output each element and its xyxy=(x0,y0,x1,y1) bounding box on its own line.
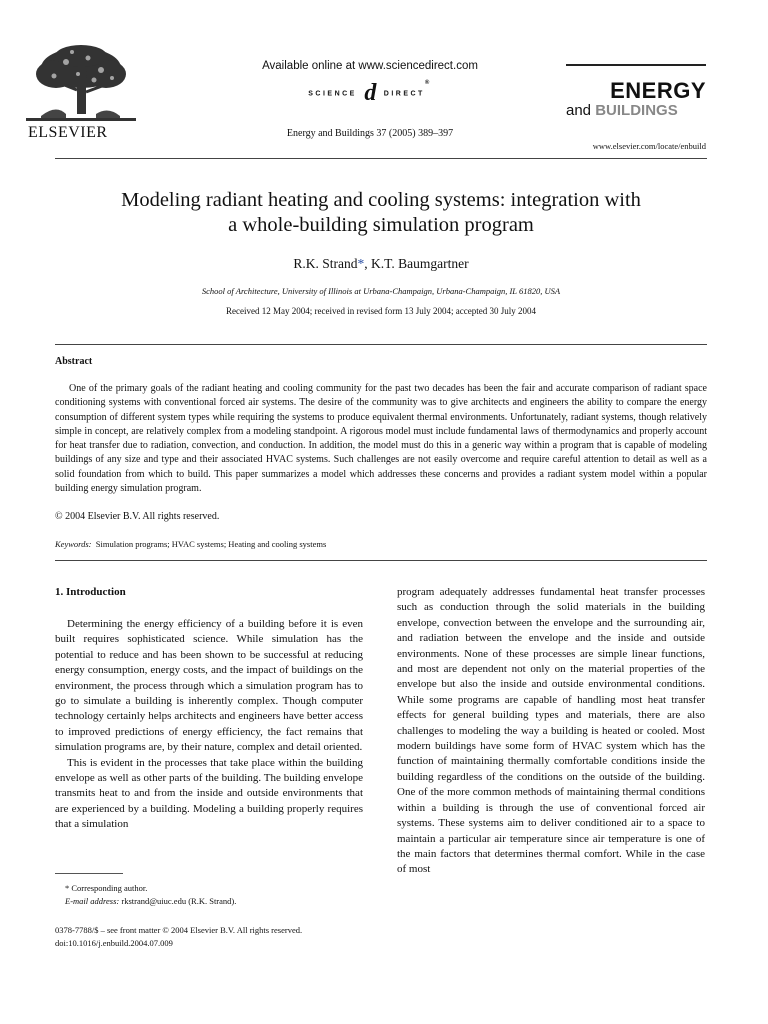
abstract-copyright: © 2004 Elsevier B.V. All rights reserved. xyxy=(55,511,220,522)
abstract-top-divider xyxy=(55,344,707,345)
journal-logo-energy: ENERGY xyxy=(610,78,706,103)
email-address-link[interactable]: rkstrand@uiuc.edu (R.K. Strand). xyxy=(121,896,237,906)
received-dates: Received 12 May 2004; received in revised form 13 July 2004; accepted 30 July 2004 xyxy=(226,306,536,316)
journal-logo-buildings xyxy=(566,102,706,120)
sd-logo-reg: ® xyxy=(424,80,432,86)
authors xyxy=(55,256,707,272)
issn-line: 0378-7788/$ – see front matter © 2004 Elsevier B.V. All rights reserved. xyxy=(55,925,303,935)
doi-link[interactable]: doi:10.1016/j.enbuild.2004.07.009 xyxy=(55,938,173,948)
footnote-divider xyxy=(55,873,123,874)
elsevier-tree-logo xyxy=(26,44,136,124)
sd-logo-mark: d xyxy=(364,80,377,106)
right-column xyxy=(397,585,705,878)
publisher-name: ELSEVIER xyxy=(28,124,108,141)
keywords xyxy=(55,539,326,549)
journal-logo-rule xyxy=(566,64,706,66)
keywords-list: Simulation programs; HVAC systems; Heating and cooling systems xyxy=(95,539,327,549)
author-1: R.K. Strand xyxy=(293,256,358,271)
right-paragraph-1: program adequately addresses fundamental heat transfer processes such as conduction through the solid materials in the building envelope, convection between the envelope and the surrounding air, and radiation between the envelope and the inside and outside environments. None of these processes are simple linear functions, and most are dependent not only on the material properties of the envelope but also the inside and outside environmental conditions. While some programs are capable of handling most heat transfer effects for general building types and materials, there are also challenges to modeling the way a building is heated or cooled. Most modern buildings have some form of HVAC system which has the function of maintaining thermally comfortable conditions inside the building regardless of the conditions on the outside of the building. One of the more common methods of maintaining thermal conditions within a building is through the use of conventional forced air systems. These systems aim to deliver conditioned air to a space to maintain a particular air temperature since air temperature is one of the main factors that determines thermal comfort. While in the case of most xyxy=(397,586,705,876)
sciencedirect-available[interactable]: Available online at www.sciencedirect.com xyxy=(262,60,478,72)
footnote-email xyxy=(55,895,375,908)
left-paragraph-2: This is evident in the processes that take place within the building envelope as well as other parts of the building. The building envelope transmits heat to and from the inside and outside environments that are experienced by a building. Modeling a building properly requires that a simulation xyxy=(55,756,363,831)
author-2: , K.T. Baumgartner xyxy=(364,256,469,271)
journal-logo-bld: BUILDINGS xyxy=(595,102,678,119)
tree-icon xyxy=(26,44,136,124)
journal-url[interactable]: www.elsevier.com/locate/enbuild xyxy=(592,141,706,151)
sciencedirect-logo xyxy=(200,80,540,107)
title-line-1: Modeling radiant heating and cooling systems: integration with xyxy=(121,189,641,211)
section-heading-introduction: 1. Introduction xyxy=(55,586,126,598)
email-label: E-mail address: xyxy=(65,896,120,906)
title-line-2: a whole-building simulation program xyxy=(228,214,534,236)
journal-reference: Energy and Buildings 37 (2005) 389–397 xyxy=(286,128,454,139)
abstract-heading: Abstract xyxy=(55,356,93,367)
article-title xyxy=(55,188,707,238)
sd-logo-right: DIRECT xyxy=(383,90,425,98)
footnote-corresponding: * Corresponding author. xyxy=(65,883,148,893)
journal-logo xyxy=(566,80,706,120)
sd-logo-left: SCIENCE xyxy=(308,90,357,98)
keywords-label: Keywords: xyxy=(55,539,92,549)
corresponding-star-link[interactable]: * xyxy=(357,256,365,271)
header-divider xyxy=(55,158,707,159)
left-paragraph-1: Determining the energy efficiency of a building before it is even built requires sophisticated science. While simulation has the potential to reduce and has been shown to be successful at reducing energy consumption, energy costs, and the impact of buildings on the environment, the process through which a simulation program has to go to simulate a building is inherently complex. Though computer technology certainly helps architects and engineers have better access to improved predictions of energy efficiency, the fact remains that simulation programs are, by their nature, complex and detail oriented. xyxy=(55,618,363,754)
left-column xyxy=(55,617,363,833)
abstract-bottom-divider xyxy=(55,560,707,561)
abstract-body: One of the primary goals of the radiant heating and cooling community for the past two decades has been the fair and accurate comparison of radiant space conditioning systems with conventional forced air systems. The desire of the community was to give architects and engineers the ability to compare the energy consumption of different system types while requiring the systems to produce equivalent thermal environments. Unfortunately, radiant systems, though relatively simple in concept, are relatively complex from a modeling standpoint. A rigorous model must include fundamental laws of thermodynamics and properly account for heat transfer due to radiation, convection, and conduction. In addition, the model must do this in a generic way within a program that is capable of modeling buildings of any size and type and their associated HVAC systems. Such challenges are not easily overcome and require careful attention to detail as well as a solid foundation from which to build. This paper summarizes a model which addresses these concerns and provides a radiant system model within a popular building energy simulation program. xyxy=(55,383,707,495)
journal-logo-and: and xyxy=(566,102,592,119)
affiliation: School of Architecture, University of Illinois at Urbana-Champaign, Urbana-Champaign, IL 61820, USA xyxy=(201,286,561,296)
